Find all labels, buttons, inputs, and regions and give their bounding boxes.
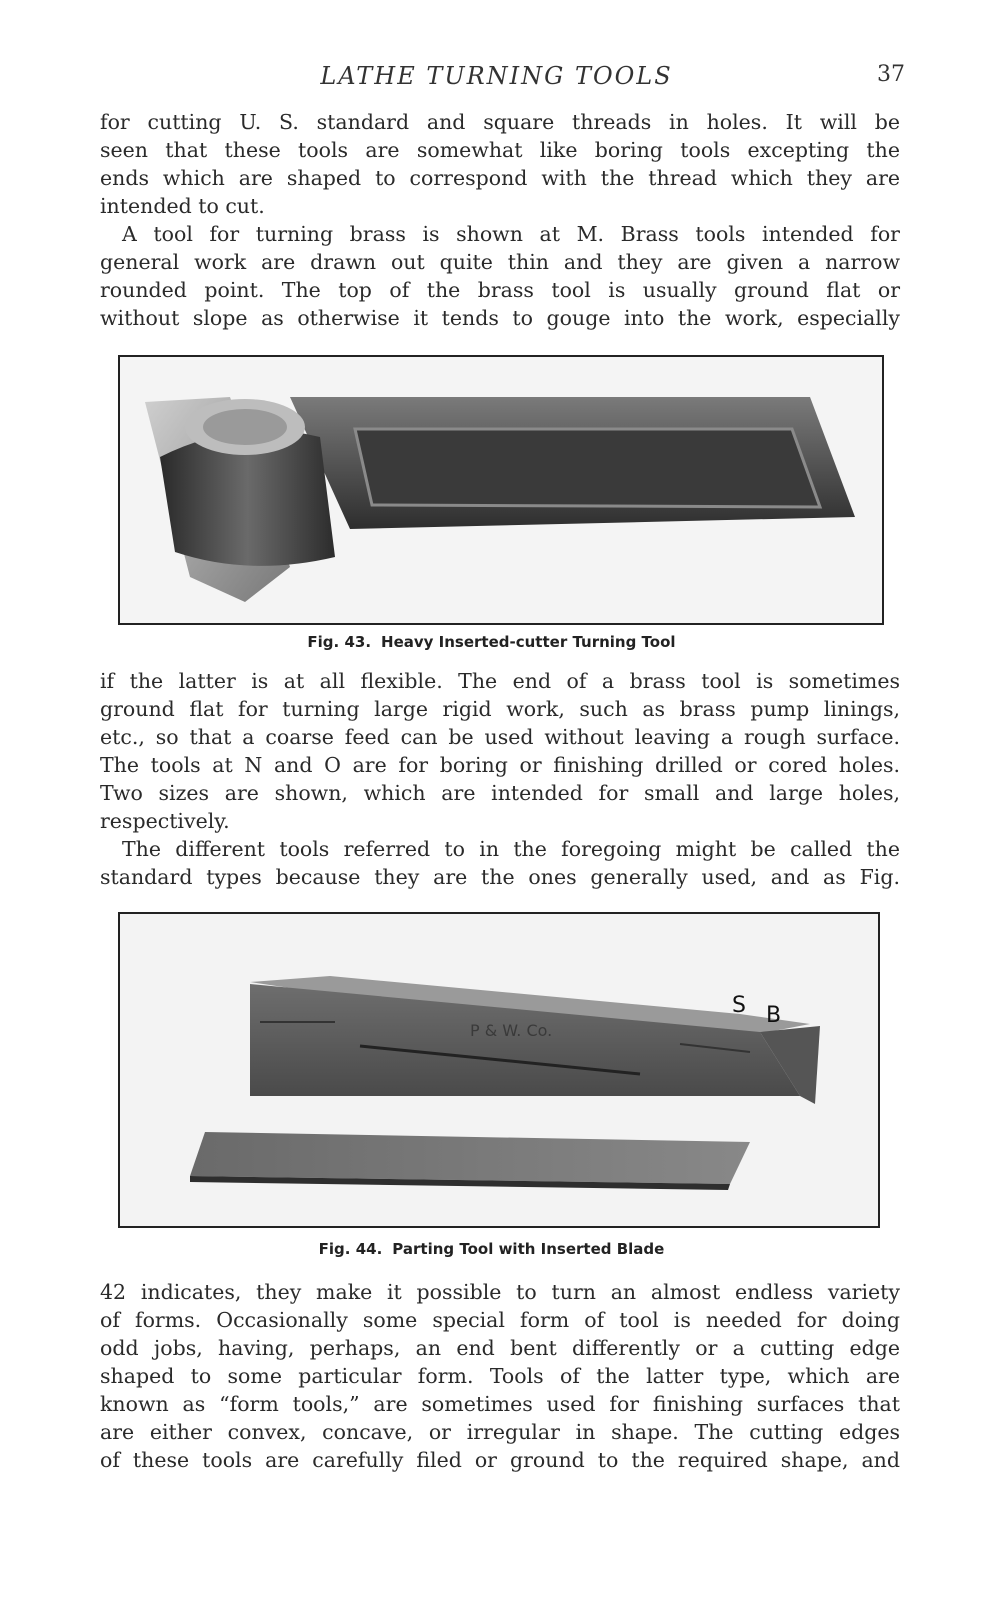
figure-44-image <box>118 912 880 1228</box>
text-line: The tools at N and O are for boring or finishing drilled or cored holes. <box>100 753 900 777</box>
paragraph-2 <box>100 220 900 332</box>
figure-number: Fig. 44. <box>318 1240 383 1258</box>
text-line: standard types because they are the ones generally used, and as Fig. <box>100 865 900 889</box>
text-line: are either convex, concave, or irregular in shape. The cutting edges <box>100 1420 900 1444</box>
text-line: The different tools referred to in the foregoing might be called the <box>122 837 900 861</box>
text-line: ends which are shaped to correspond with the thread which they are <box>100 166 900 190</box>
text-line: ground flat for turning large rigid work, such as brass pump linings, <box>100 697 900 721</box>
paragraph-3 <box>100 667 900 835</box>
text-line: A tool for turning brass is shown at M. Brass tools intended for <box>122 222 900 246</box>
figure-43-caption <box>0 633 993 651</box>
text-line: general work are drawn out quite thin and they are given a narrow <box>100 250 900 274</box>
label-s: S <box>732 993 746 1018</box>
figure-title: Parting Tool with Inserted Blade <box>392 1240 665 1258</box>
label-b: B <box>766 1003 782 1028</box>
stamp-text: P & W. Co. <box>470 1021 553 1040</box>
running-title: LATHE TURNING TOOLS <box>320 62 673 90</box>
text-line: respectively. <box>100 809 230 833</box>
text-line: etc., so that a coarse feed can be used without leaving a rough surface. <box>100 725 900 749</box>
figure-title: Heavy Inserted-cutter Turning Tool <box>381 633 676 651</box>
text-line: Two sizes are shown, which are intended for small and large holes, <box>100 781 900 805</box>
text-line: shaped to some particular form. Tools of the latter type, which are <box>100 1364 900 1388</box>
paragraph-5 <box>100 1278 900 1474</box>
figure-44-caption <box>0 1240 993 1258</box>
text-line: if the latter is at all flexible. The end of a brass tool is sometimes <box>100 669 900 693</box>
text-line: of forms. Occasionally some special form of tool is needed for doing <box>100 1308 900 1332</box>
text-line: 42 indicates, they make it possible to turn an almost endless variety <box>100 1280 900 1304</box>
text-line: rounded point. The top of the brass tool is usually ground flat or <box>100 278 900 302</box>
figure-43-image <box>118 355 884 625</box>
text-line: odd jobs, having, perhaps, an end bent differently or a cutting edge <box>100 1336 900 1360</box>
text-line: of these tools are carefully filed or ground to the required shape, and <box>100 1448 900 1472</box>
turning-tool-illustration <box>120 357 882 623</box>
text-line: known as “form tools,” are sometimes used for finishing surfaces that <box>100 1392 900 1416</box>
text-line: seen that these tools are somewhat like boring tools excepting the <box>100 138 900 162</box>
paragraph-4 <box>100 835 900 891</box>
page-number: 37 <box>877 62 905 87</box>
text-line: for cutting U. S. standard and square threads in holes. It will be <box>100 110 900 134</box>
figure-number: Fig. 43. <box>307 633 372 651</box>
parting-tool-illustration <box>120 914 878 1226</box>
text-line: without slope as otherwise it tends to gouge into the work, especially <box>100 306 900 330</box>
text-line: intended to cut. <box>100 194 265 218</box>
page-header <box>0 62 993 92</box>
paragraph-1 <box>100 108 900 220</box>
